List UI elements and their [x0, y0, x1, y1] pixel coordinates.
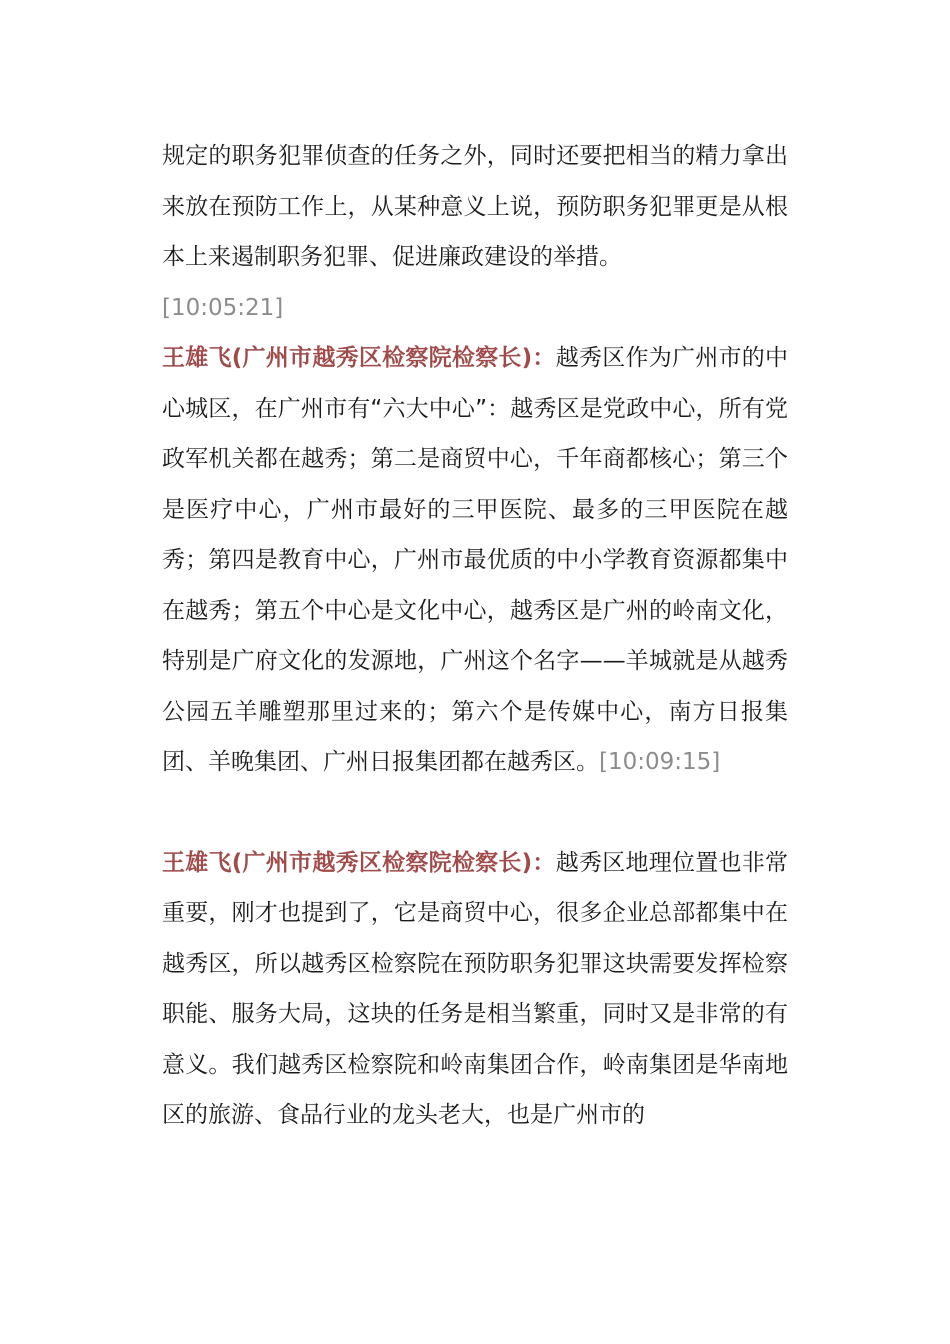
- paragraph-intro: [162, 131, 788, 283]
- speaker-colon: ：: [532, 849, 556, 876]
- speaker-name: 王雄飞(广州市越秀区检察院检察长): [162, 345, 533, 371]
- paragraph-location: [162, 838, 788, 1141]
- document-body: [162, 131, 788, 1141]
- speaker-colon: ：: [532, 345, 556, 371]
- paragraph-centers-text: 越秀区作为广州市的中心城区，在广州市有“六大中心”：越秀区是党政中心，所有党政军机关都在越秀；第二是商贸中心，千年商都核心；第三个是医疗中心，广州市最好的三甲医院、最多的三甲医院在越秀；第四是教育中心，广州市最优质的中小学教育资源都集中在越秀；第五个中心是文化中心，越秀区是广州的岭南文化，特别是广府文化的发源地，广州这个名字——羊城就是从越秀公园五羊雕塑那里过来的；第六个是传媒中心，南方日报集团、羊晚集团、广州日报集团都在越秀区。: [162, 345, 789, 775]
- timestamp: [10:09:15]: [599, 749, 721, 775]
- timestamp-line: [162, 283, 788, 334]
- paragraph-spacer: [162, 788, 788, 838]
- speaker-name: 王雄飞(广州市越秀区检察院检察长): [162, 849, 533, 876]
- paragraph-intro-text: 规定的职务犯罪侦查的任务之外，同时还要把相当的精力拿出来放在预防工作上，从某种意义上说，预防职务犯罪更是从根本上来遏制职务犯罪、促进廉政建设的举措。: [162, 143, 788, 270]
- paragraph-centers: [162, 333, 788, 788]
- timestamp: [10:05:21]: [162, 294, 284, 321]
- paragraph-location-text: 越秀区地理位置也非常重要，刚才也提到了，它是商贸中心，很多企业总部都集中在越秀区，所以越秀区检察院在预防职务犯罪这块需要发挥检察职能、服务大局，这块的任务是相当繁重，同时又是非常的有意义。我们越秀区检察院和岭南集团合作，岭南集团是华南地区的旅游、食品行业的龙头老大，也是广州市的: [162, 849, 789, 1128]
